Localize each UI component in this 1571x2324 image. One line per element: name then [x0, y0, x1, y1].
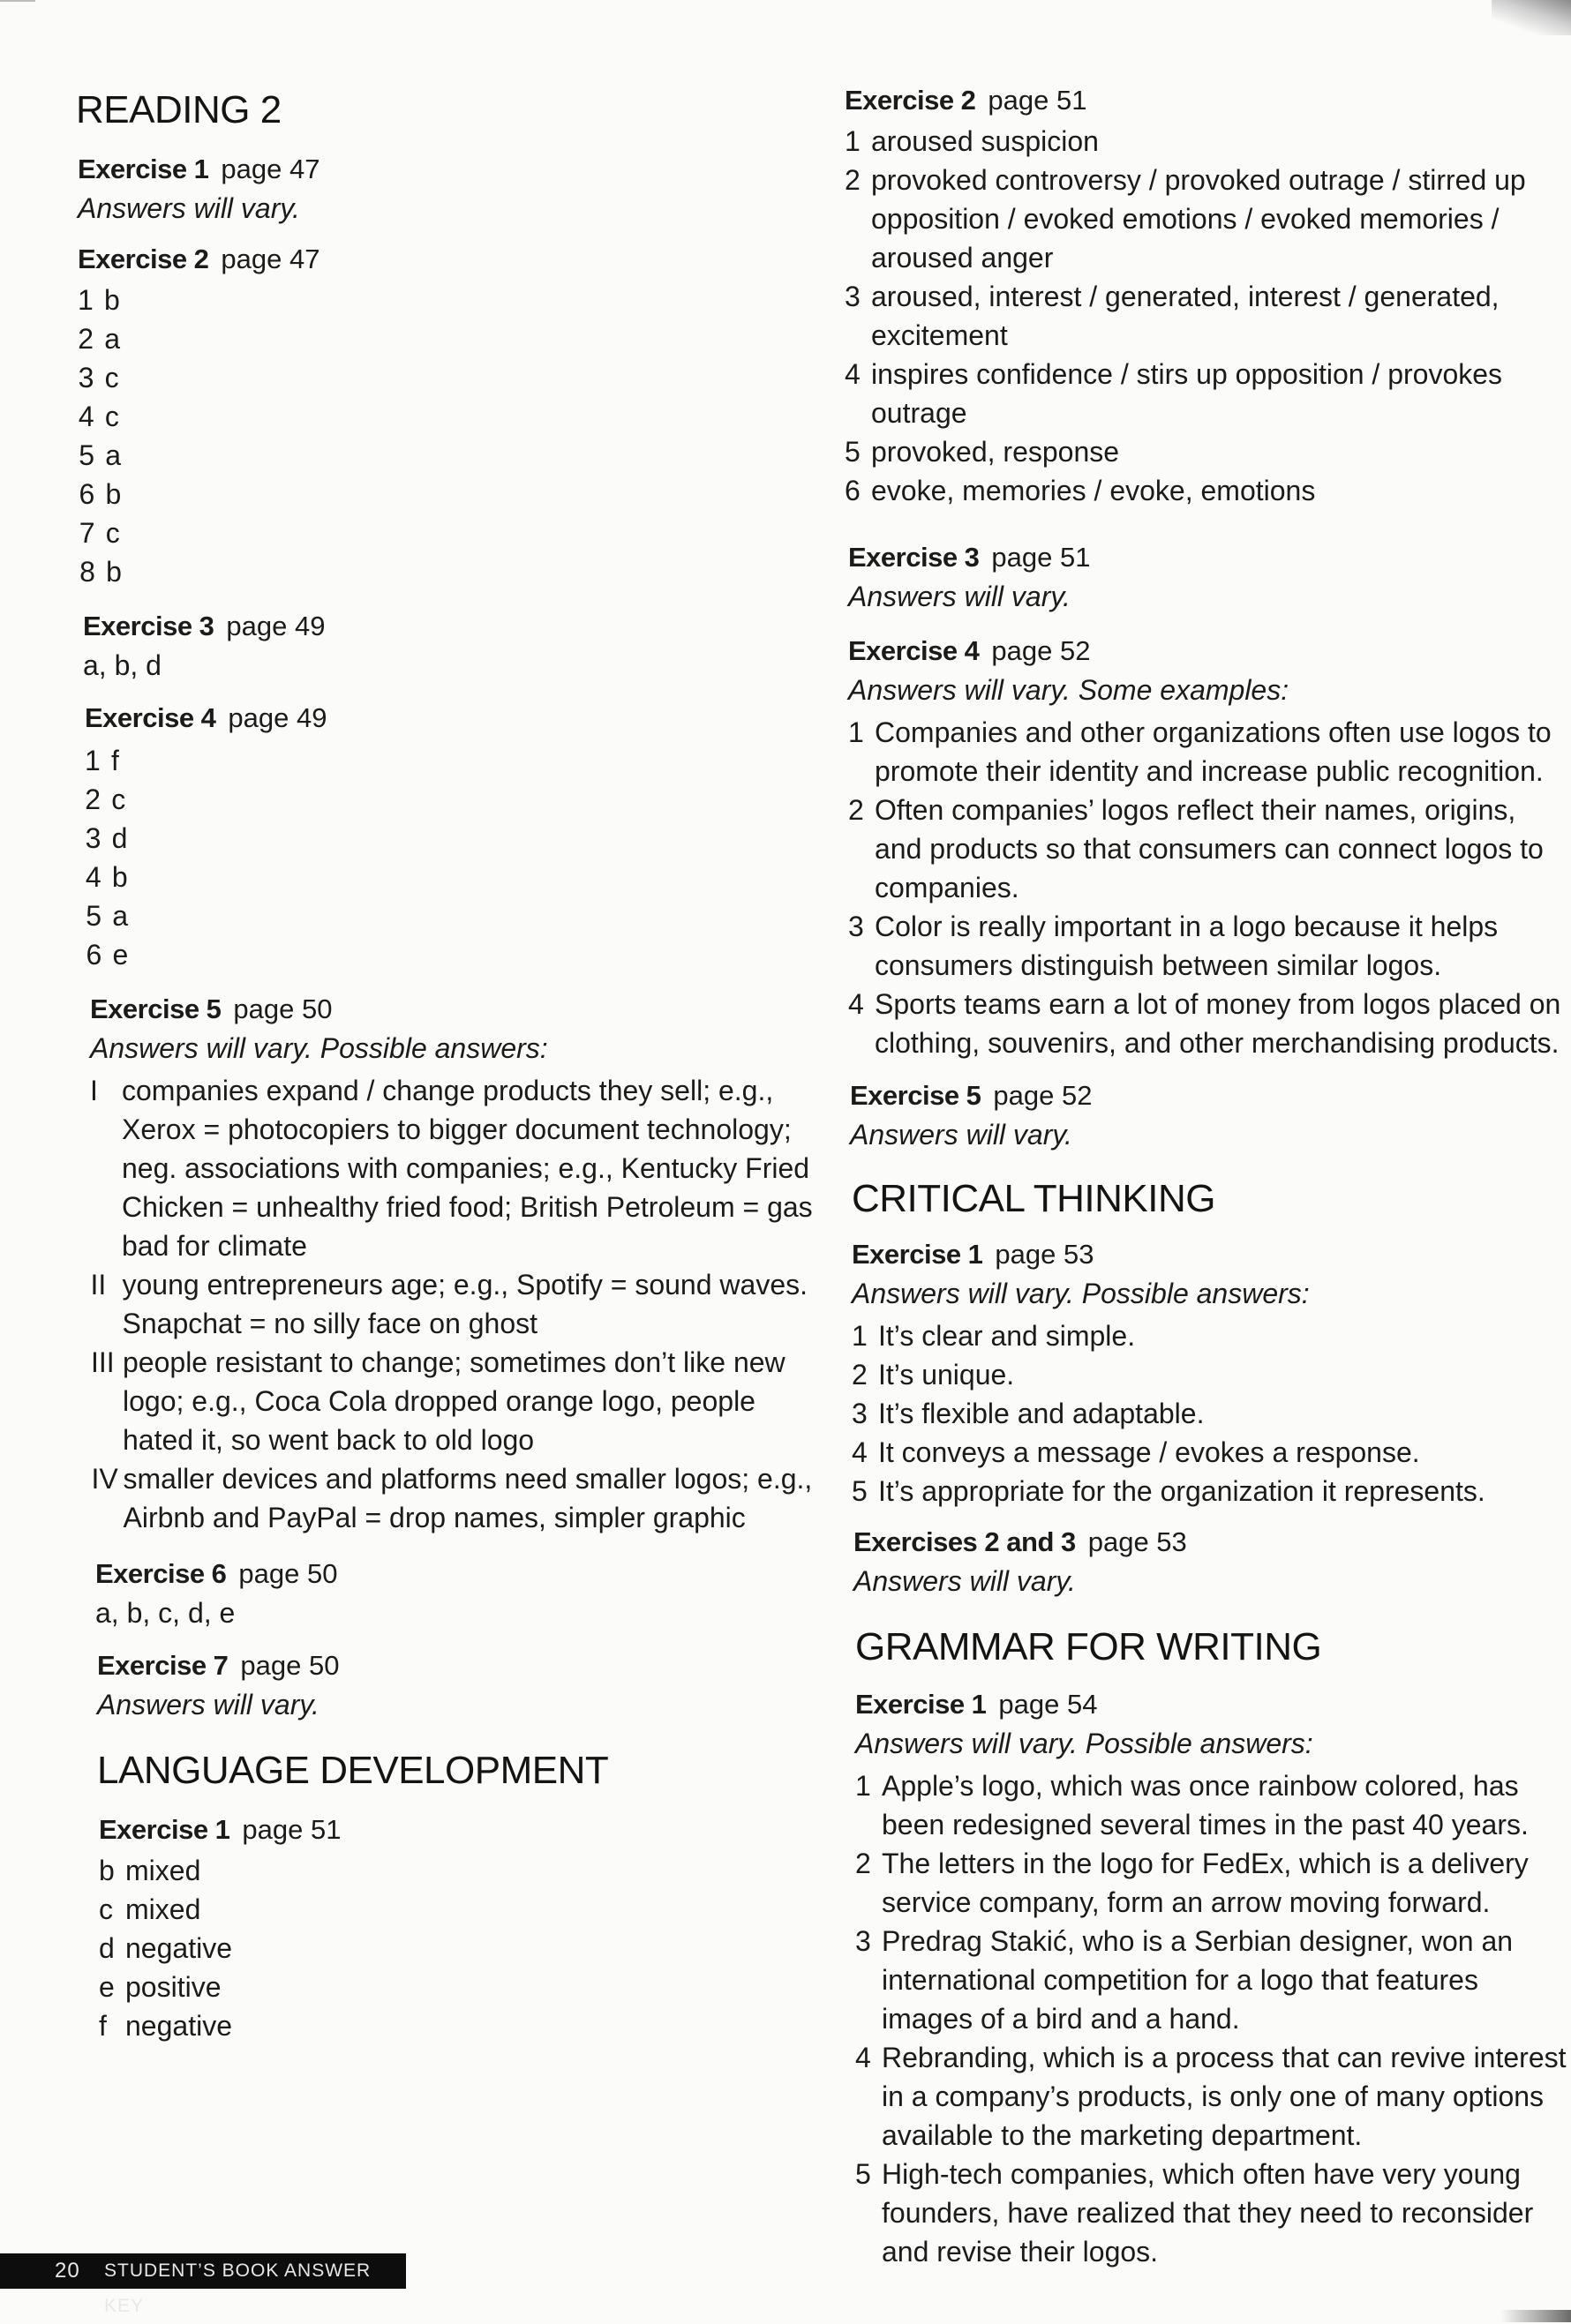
answer-number: 5 — [79, 439, 94, 471]
answer-number: 7 — [79, 517, 95, 549]
answer-number: c — [99, 1893, 113, 1925]
answer-item — [79, 475, 256, 514]
answer-text: provoked controversy / provoked outrage / stirred up — [871, 164, 1526, 196]
answer-text: images of a bird and a hand. — [882, 2003, 1240, 2035]
answer-item — [852, 1394, 1522, 1433]
page-ref: page 49 — [228, 702, 327, 733]
answer-number: 4 — [848, 988, 864, 1020]
answer-number: II — [90, 1269, 107, 1301]
answer-number: 2 — [848, 794, 864, 826]
answer-item — [845, 355, 1515, 432]
answer-number: e — [99, 1971, 115, 2003]
page-ref: page 52 — [993, 1080, 1093, 1111]
answer-number: 1 — [848, 716, 864, 748]
exercise-heading — [852, 1239, 1094, 1271]
answer-text: companies expand / change products they sell; e.g., — [122, 1075, 774, 1106]
scan-edge-mark — [0, 0, 35, 2]
answer-text: f — [111, 745, 119, 776]
answer-text: b — [104, 284, 120, 316]
answer-number: 4 — [852, 1436, 868, 1468]
exercise-heading — [855, 1689, 1097, 1721]
page-ref: page 50 — [233, 993, 333, 1024]
answer-item — [852, 1316, 1522, 1355]
answer-text: High-tech companies, which often have very young — [882, 2158, 1521, 2190]
answer-item — [852, 1433, 1522, 1472]
answer-item — [848, 985, 1561, 1062]
answer-number: 3 — [85, 822, 101, 854]
answer-text: people resistant to change; sometimes don’t like new — [123, 1346, 786, 1378]
answer-text: clothing, souvenirs, and other merchandising products. — [875, 1027, 1560, 1059]
answer-item — [99, 1890, 364, 1929]
answer-text: in a company’s products, is only one of many options — [882, 2080, 1545, 2112]
answer-text: Often companies’ logos reflect their names, origins, — [875, 794, 1516, 826]
answer-text: logo; e.g., Coca Cola dropped orange logo, people — [123, 1385, 755, 1417]
answer-text: international competition for a logo that features — [882, 1964, 1478, 1996]
answer-text: neg. associations with companies; e.g., Kentucky Fried — [122, 1152, 810, 1184]
answer-text: The letters in the logo for FedEx, which is a delivery — [882, 1848, 1529, 1879]
answer-item — [79, 436, 255, 475]
exercise-label: Exercise 7 — [97, 1650, 229, 1681]
section-title-grammar-for-writing: GRAMMAR FOR WRITING — [855, 1625, 1322, 1668]
exercise-label: Exercise 1 — [78, 154, 209, 184]
answer-item — [852, 1355, 1522, 1394]
answer-text: bad for climate — [122, 1230, 307, 1262]
answer-text: young entrepreneurs age; e.g., Spotify = sound waves. — [122, 1269, 808, 1301]
answer-number: 2 — [855, 1848, 871, 1879]
answer-text: Color is really important in a logo because it helps — [875, 911, 1499, 942]
answer-text: c — [104, 362, 119, 394]
page-ref: page 50 — [238, 1558, 338, 1589]
answer-number: 4 — [855, 2042, 871, 2073]
answer-item — [79, 397, 255, 436]
exercise-label: Exercise 3 — [848, 542, 980, 573]
exercise-label: Exercise 2 — [78, 244, 209, 274]
answer-text: b — [111, 861, 128, 893]
answer-text: negative — [125, 1932, 232, 1964]
answer-item — [845, 471, 1515, 510]
answer-text: b — [105, 478, 122, 510]
answer-number: 6 — [845, 475, 861, 506]
answer-text: d — [111, 822, 128, 854]
section-title-critical-thinking: CRITICAL THINKING — [852, 1177, 1215, 1220]
answer-number: 2 — [78, 323, 94, 355]
answer-item — [855, 1922, 1526, 2038]
answer-text: and revise their logos. — [882, 2236, 1159, 2268]
answer-item — [848, 713, 1552, 791]
answer-number: 1 — [852, 1320, 868, 1352]
answer-note: Answers will vary. Possible answers: — [855, 1728, 1313, 1759]
answer-text: Apple’s logo, which was once rainbow colored, has — [882, 1770, 1519, 1802]
answer-item — [85, 780, 261, 819]
answer-item — [855, 1844, 1529, 1922]
answer-number: III — [91, 1346, 115, 1378]
answer-text: positive — [125, 1971, 222, 2003]
answer-number: 5 — [855, 2158, 871, 2190]
answer-number: d — [99, 1932, 115, 1964]
exercise-heading — [95, 1558, 337, 1590]
answer-number: 6 — [86, 939, 102, 971]
page-curl-shadow — [1492, 0, 1571, 35]
scan-edge-mark — [1500, 2310, 1571, 2322]
page-ref: page 51 — [988, 85, 1087, 116]
answer-note: Answers will vary. — [97, 1689, 319, 1721]
section-title-reading-2: READING 2 — [76, 88, 282, 131]
answer-text: available to the marketing department. — [882, 2119, 1363, 2151]
answer-item — [90, 1071, 814, 1265]
answer-text: promote their identity and increase public recognition. — [875, 755, 1544, 787]
exercise-heading — [853, 1526, 1187, 1558]
answer-item — [86, 935, 263, 974]
page-ref: page 47 — [221, 244, 320, 274]
answer-text: Rebranding, which is a process that can revive interest — [882, 2042, 1567, 2073]
answer-item — [79, 552, 256, 591]
answer-text: evoke, memories / evoke, emotions — [871, 475, 1316, 506]
page-ref: page 54 — [998, 1689, 1098, 1720]
page-ref: page 53 — [1087, 1526, 1187, 1557]
answer-number: 5 — [86, 900, 101, 932]
answer-item — [78, 281, 254, 319]
answer-line: a, b, d — [83, 649, 162, 681]
exercise-heading — [78, 244, 319, 275]
answer-text: Sports teams earn a lot of money from logos placed on — [875, 988, 1561, 1020]
answer-text: a — [112, 900, 128, 932]
answer-text: service company, form an arrow moving forward. — [882, 1886, 1491, 1918]
answer-item — [855, 2038, 1567, 2155]
answer-item — [79, 514, 256, 552]
answer-text: consumers distinguish between similar logos. — [875, 949, 1442, 981]
exercise-heading — [78, 154, 319, 185]
answer-note: Answers will vary. — [848, 581, 1071, 612]
answer-number: 2 — [845, 164, 861, 196]
page-ref: page 53 — [995, 1239, 1094, 1270]
answer-number: 4 — [845, 358, 861, 390]
answer-text: a — [105, 439, 121, 471]
exercise-heading — [850, 1080, 1092, 1112]
page-ref: page 49 — [226, 611, 326, 641]
answer-text: companies. — [875, 872, 1019, 903]
answer-text: and products so that consumers can connect logos to — [875, 833, 1544, 865]
answer-line: a, b, c, d, e — [95, 1597, 236, 1629]
answer-text: negative — [125, 2010, 232, 2042]
answer-item — [86, 858, 262, 896]
answer-item — [99, 2006, 364, 2045]
answer-item — [845, 161, 1526, 277]
answer-number: 1 — [78, 284, 94, 316]
exercise-heading — [845, 85, 1086, 116]
answer-number: 8 — [79, 556, 95, 588]
answer-text: b — [106, 556, 122, 588]
answer-number: 2 — [85, 783, 101, 815]
answer-number: 3 — [852, 1398, 868, 1429]
answer-text: aroused anger — [871, 242, 1054, 274]
exercise-label: Exercise 5 — [850, 1080, 981, 1111]
answer-item — [78, 319, 254, 358]
answer-item — [99, 1929, 364, 1968]
answer-number: 3 — [855, 1925, 871, 1957]
answer-item — [845, 432, 1515, 471]
exercise-heading — [85, 702, 327, 734]
page-number: 20 — [55, 2259, 80, 2283]
answer-item — [852, 1472, 1522, 1511]
answer-note: Answers will vary. — [853, 1565, 1076, 1597]
answer-text: Snapchat = no silly face on ghost — [122, 1308, 538, 1339]
answer-text: It’s appropriate for the organization it represents. — [878, 1475, 1485, 1507]
answer-item — [91, 1265, 815, 1343]
answer-number: 3 — [78, 362, 94, 394]
answer-text: aroused suspicion — [871, 125, 1099, 157]
answer-note: Answers will vary. Some examples: — [848, 674, 1289, 706]
answer-note: Answers will vary. Possible answers: — [852, 1278, 1310, 1309]
answer-text: provoked, response — [871, 436, 1120, 468]
exercise-label: Exercise 1 — [852, 1239, 983, 1270]
answer-number: 3 — [848, 911, 864, 942]
answer-number: 6 — [79, 478, 95, 510]
answer-number: 2 — [852, 1359, 868, 1391]
section-title-language-development: LANGUAGE DEVELOPMENT — [97, 1749, 609, 1792]
answer-text: aroused, interest / generated, interest / generated, — [871, 281, 1500, 312]
answer-item — [99, 1968, 364, 2006]
page-ref: page 52 — [991, 635, 1091, 666]
page-footer — [0, 2253, 406, 2316]
answer-text: Predrag Stakić, who is a Serbian designer, won an — [882, 1925, 1514, 1957]
answer-text: inspires confidence / stirs up opposition / provokes — [871, 358, 1503, 390]
answer-text: Companies and other organizations often use logos to — [875, 716, 1552, 748]
answer-note: Answers will vary. — [78, 192, 300, 224]
answer-text: It’s unique. — [878, 1359, 1015, 1391]
answer-text: c — [105, 517, 120, 549]
exercise-label: Exercise 3 — [83, 611, 214, 641]
exercise-label: Exercise 2 — [845, 85, 976, 116]
answer-number: b — [99, 1855, 115, 1886]
answer-number: IV — [91, 1463, 118, 1495]
answer-text: mixed — [125, 1855, 201, 1886]
answer-item — [85, 741, 261, 780]
answer-text: excitement — [871, 319, 1008, 351]
answer-text: It’s flexible and adaptable. — [878, 1398, 1205, 1429]
answer-number: 4 — [85, 861, 101, 893]
exercise-heading — [99, 1814, 341, 1846]
page-ref: page 51 — [991, 542, 1091, 573]
answer-text: It conveys a message / evokes a response. — [878, 1436, 1420, 1468]
answer-number: f — [99, 2010, 107, 2042]
exercise-label: Exercise 1 — [855, 1689, 987, 1720]
answer-number: 1 — [855, 1770, 871, 1802]
answer-item — [845, 122, 1515, 161]
answer-item — [86, 896, 262, 935]
answer-text: been redesigned several times in the past 40 years. — [882, 1809, 1529, 1840]
answer-text: Xerox = photocopiers to bigger document technology; — [122, 1113, 792, 1145]
answer-text: outrage — [871, 397, 967, 429]
answer-item — [86, 819, 262, 858]
answer-item — [848, 791, 1544, 907]
answer-text: c — [111, 783, 126, 815]
answer-text: a — [104, 323, 121, 355]
answer-item — [99, 1851, 364, 1890]
footer-label: STUDENT’S BOOK ANSWER KEY — [104, 2260, 372, 2316]
exercise-label: Exercise 5 — [90, 993, 222, 1024]
answer-text: smaller devices and platforms need smaller logos; e.g., — [123, 1463, 813, 1495]
answer-number: 1 — [845, 125, 861, 157]
answer-item — [79, 358, 255, 397]
exercise-label: Exercise 6 — [95, 1558, 227, 1589]
answer-text: opposition / evoked emotions / evoked memories / — [871, 203, 1500, 235]
answer-text: Chicken = unhealthy fried food; British Petroleum = gas — [122, 1191, 813, 1223]
answer-text: Airbnb and PayPal = drop names, simpler graphic — [123, 1502, 746, 1533]
answer-item — [92, 1459, 816, 1537]
exercise-heading — [848, 635, 1090, 667]
answer-number: 3 — [845, 281, 861, 312]
answer-item — [845, 277, 1515, 355]
answer-item — [855, 1766, 1529, 1844]
answer-text: hated it, so went back to old logo — [123, 1424, 535, 1456]
exercise-label: Exercises 2 and 3 — [853, 1526, 1076, 1557]
exercise-heading — [83, 611, 325, 642]
exercise-label: Exercise 4 — [848, 635, 980, 666]
answer-number: 5 — [845, 436, 861, 468]
answer-text: e — [112, 939, 129, 971]
answer-item — [855, 2155, 1534, 2271]
answer-text: c — [104, 401, 119, 432]
answer-text: It’s clear and simple. — [878, 1320, 1136, 1352]
answer-text: founders, have realized that they need to reconsider — [882, 2197, 1534, 2229]
answer-item — [848, 907, 1519, 985]
exercise-heading — [97, 1650, 339, 1682]
answer-note: Answers will vary. Possible answers: — [90, 1032, 548, 1064]
page-ref: page 47 — [221, 154, 320, 184]
page-ref: page 50 — [240, 1650, 340, 1681]
answer-text: mixed — [125, 1893, 201, 1925]
exercise-label: Exercise 4 — [85, 702, 216, 733]
answer-number: 1 — [85, 745, 101, 776]
exercise-heading — [848, 542, 1090, 574]
exercise-label: Exercise 1 — [99, 1814, 230, 1845]
page-ref: page 51 — [242, 1814, 342, 1845]
answer-number: I — [90, 1075, 98, 1106]
answer-number: 4 — [78, 401, 94, 432]
answer-note: Answers will vary. — [850, 1119, 1072, 1151]
answer-item — [91, 1343, 815, 1459]
exercise-heading — [90, 993, 332, 1025]
answer-number: 5 — [852, 1475, 868, 1507]
